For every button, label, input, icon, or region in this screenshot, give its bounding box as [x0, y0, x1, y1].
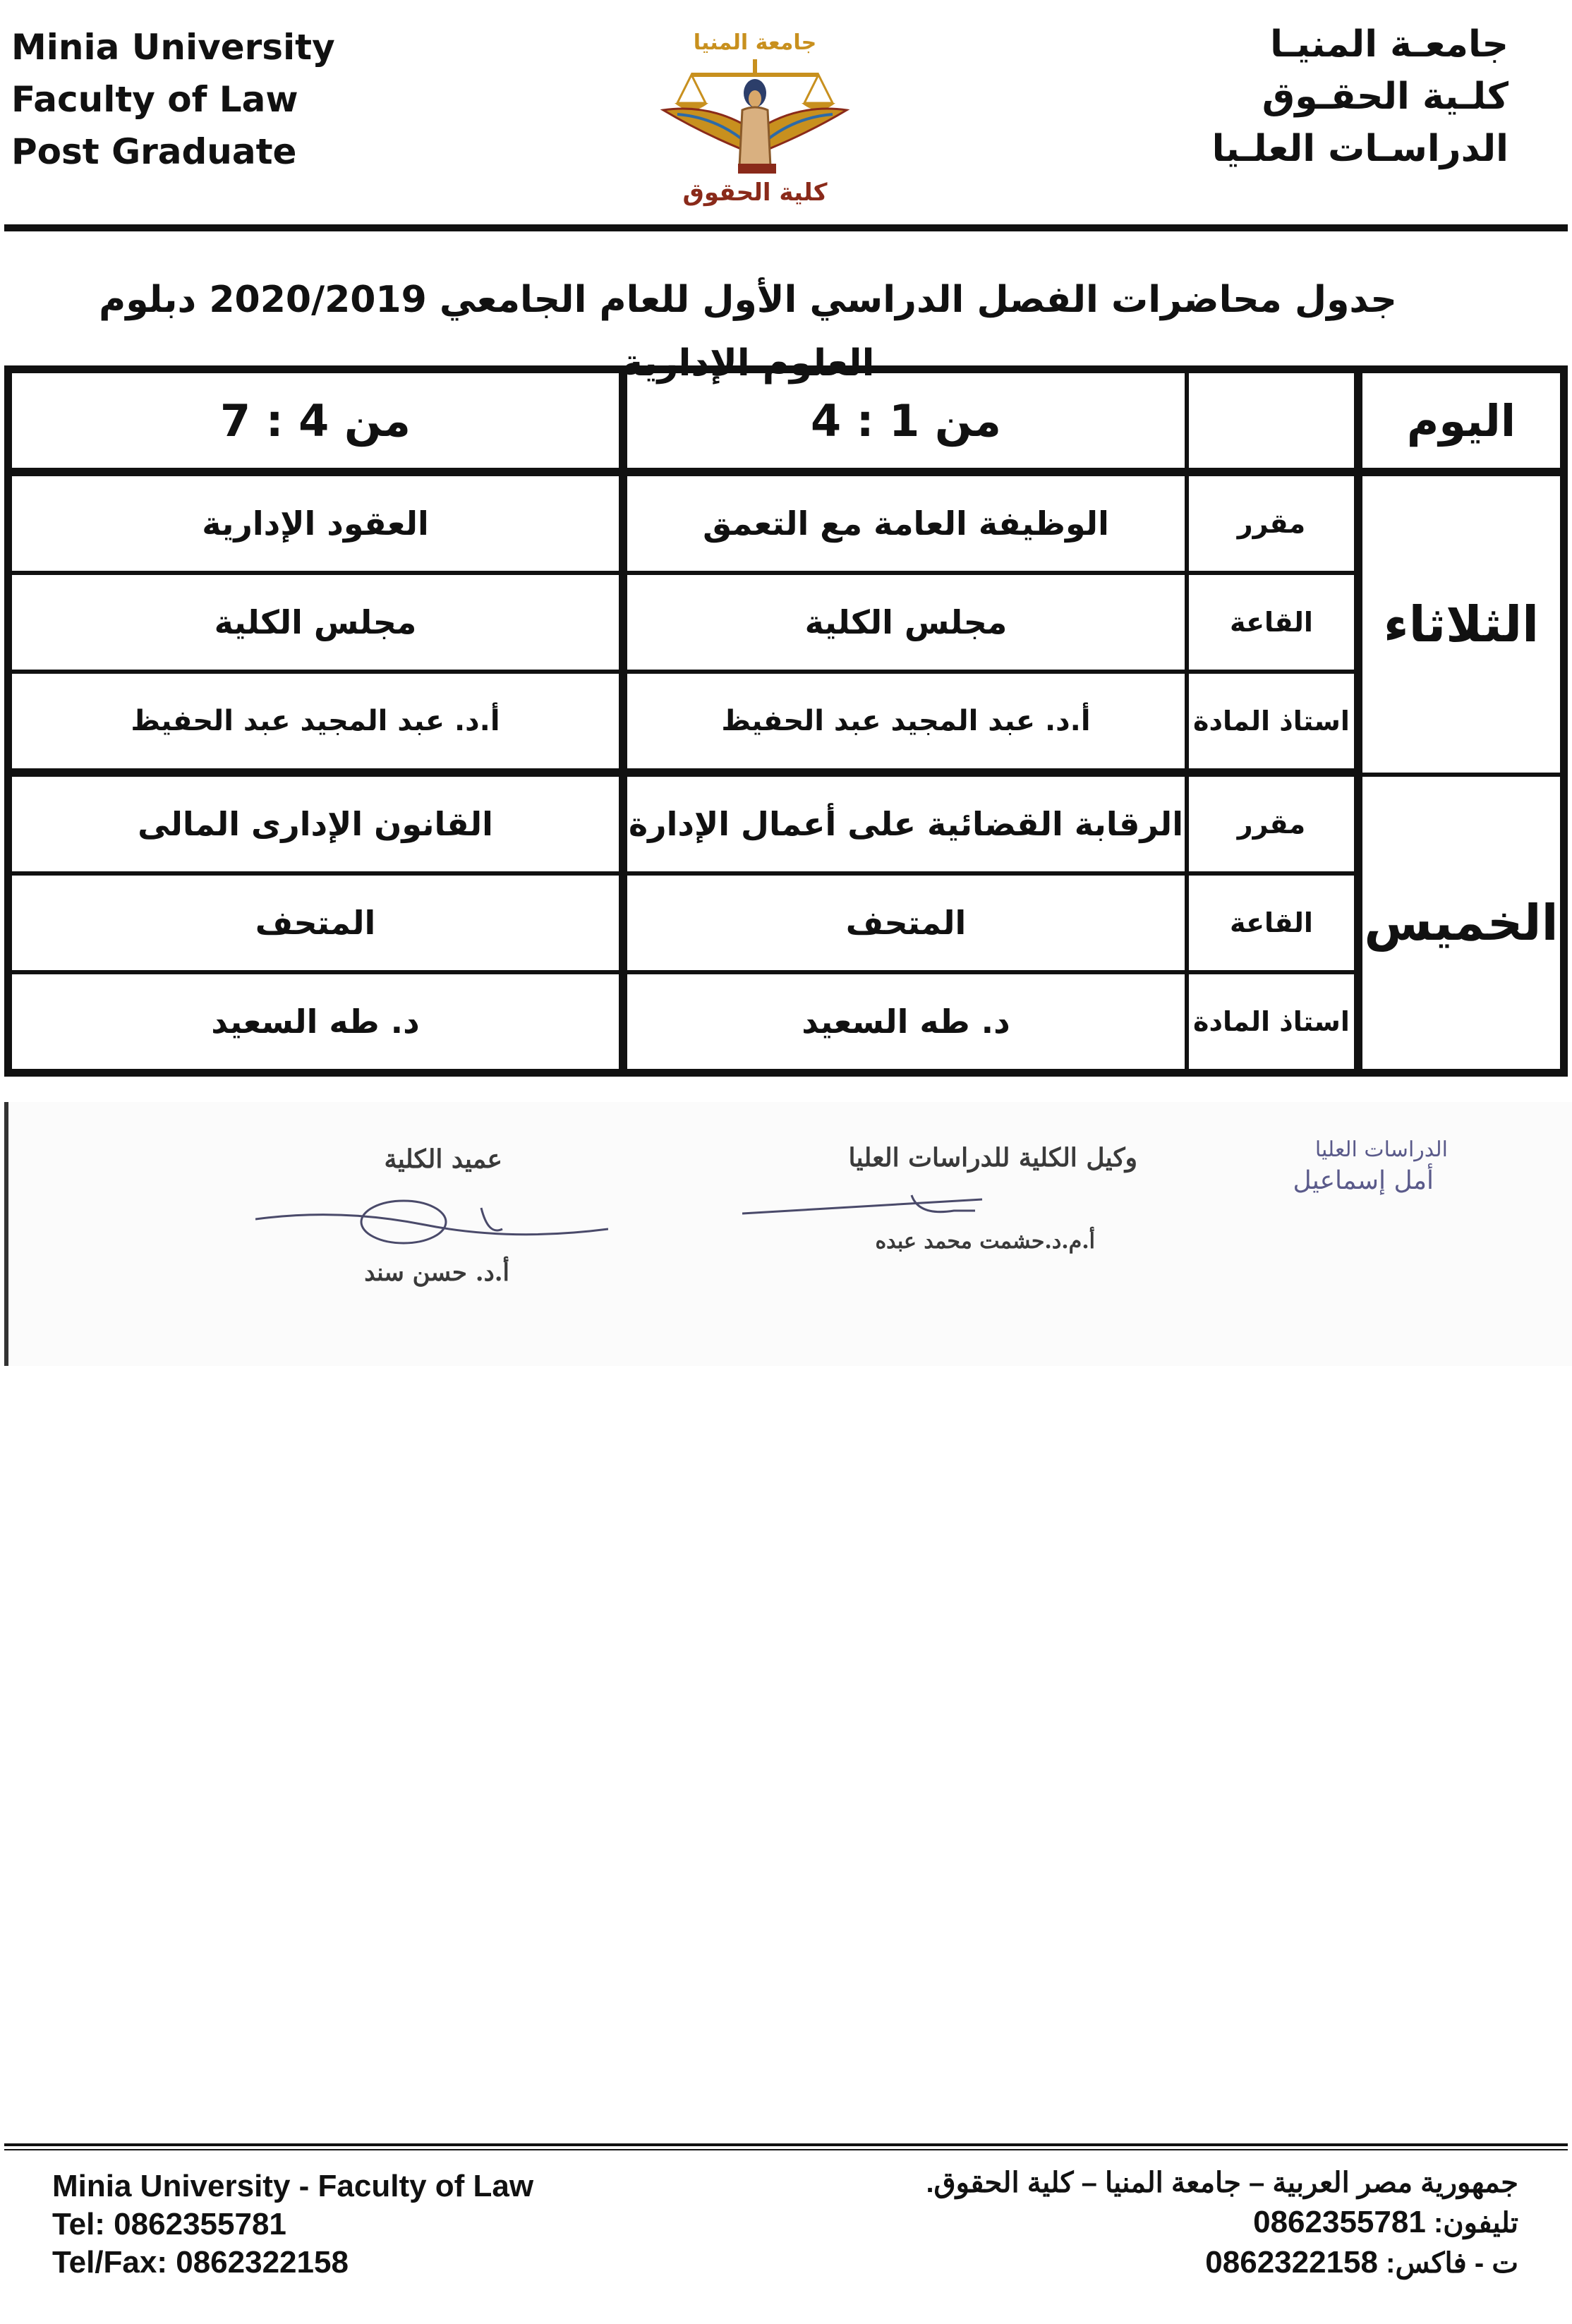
university-name-ar: جامعـة المنيـا [1270, 23, 1508, 66]
hall-cell: المتحف [621, 873, 1187, 972]
row-label-hall: القاعة [1187, 573, 1356, 672]
hall-cell: مجلس الكلية [621, 573, 1187, 672]
footer-tel-label: تليفون: [1433, 2208, 1518, 2239]
footer-arabic-block [883, 2163, 1518, 2283]
footer-tel-ar [883, 2203, 1518, 2243]
hall-cell: المتحف [10, 873, 621, 972]
faculty-logo [649, 25, 861, 209]
university-name-en: Minia University [11, 27, 335, 68]
table-row [10, 972, 1562, 1071]
header-english-block [11, 21, 378, 178]
footer-divider-top [4, 2143, 1568, 2146]
footer-institution-en: Minia University - Faculty of Law [52, 2169, 534, 2203]
department-name-en: Post Graduate [11, 131, 297, 172]
schedule-title: جدول محاضرات الفصل الدراسي الأول للعام الجامعي 2020/2019 دبلوم العلوم الإدارية [99, 279, 1397, 385]
day-name-cell: الثلاثاء [1356, 474, 1562, 775]
grad-office-title: الدراسات العليا [1314, 1137, 1448, 1162]
vice-dean-signature-block [742, 1143, 1137, 1254]
table-header-row [10, 371, 1562, 474]
vice-dean-name: أ.م.د.حشمت محمد عبده [875, 1229, 1095, 1254]
column-header-label [1187, 371, 1356, 474]
instructor-cell: أ.د. عبد المجيد عبد الحفيظ [10, 672, 621, 775]
row-label-instructor: استاذ المادة [1187, 672, 1356, 775]
footer-tel-number: 0862355781 [1253, 2205, 1426, 2239]
course-cell: الوظيفة العامة مع التعمق [621, 474, 1187, 573]
column-header-day: اليوم [1356, 371, 1562, 474]
course-cell: العقود الإدارية [10, 474, 621, 573]
footer-fax-en: Tel/Fax: 0862322158 [52, 2245, 349, 2280]
row-label-hall: القاعة [1187, 873, 1356, 972]
table-row [10, 873, 1562, 972]
footer-fax-number: 0862322158 [1205, 2245, 1378, 2280]
hall-cell: مجلس الكلية [10, 573, 621, 672]
signature-section [4, 1102, 1572, 1366]
footer-fax-ar [883, 2243, 1518, 2283]
footer-tel-en: Tel: 0862355781 [52, 2207, 286, 2241]
day-name-cell: الخميس [1356, 775, 1562, 1071]
row-label-instructor: استاذ المادة [1187, 972, 1356, 1071]
faculty-name-ar: كلـية الحقـوق [1262, 75, 1508, 118]
lecture-schedule-table [4, 365, 1568, 1077]
footer-address-ar: جمهورية مصر العربية – جامعة المنيا – كلية الحقوق. [926, 2167, 1518, 2198]
course-cell: القانون الإدارى المالى [10, 775, 621, 873]
table-row [10, 474, 1562, 573]
table-row [10, 573, 1562, 672]
logo-bottom-text: كلية الحقوق [682, 178, 828, 207]
instructor-cell: أ.د. عبد المجيد عبد الحفيظ [621, 672, 1187, 775]
column-header-period-2: من 4 : 7 [10, 371, 621, 474]
header-divider [4, 224, 1568, 231]
footer-divider-bottom [4, 2149, 1568, 2150]
vice-dean-title: وكيل الكلية للدراسات العليا [848, 1143, 1137, 1173]
course-cell: الرقابة القضائية على أعمال الإدارة [621, 775, 1187, 873]
dean-signature-block [241, 1144, 608, 1287]
table-row [10, 672, 1562, 775]
logo-top-text: جامعة المنيا [693, 30, 817, 55]
instructor-cell: د. طه السعيد [10, 972, 621, 1071]
vice-dean-signature-scribble [742, 1185, 1039, 1228]
row-label-course: مقرر [1187, 474, 1356, 573]
footer-fax-label: ت - فاكس: [1386, 2248, 1518, 2279]
department-name-ar: الدراسـات العلـيا [1211, 128, 1508, 170]
dean-signature-scribble [255, 1194, 608, 1257]
dean-name: أ.د. حسن سند [364, 1259, 509, 1287]
instructor-cell: د. طه السعيد [621, 972, 1187, 1071]
row-label-course: مقرر [1187, 775, 1356, 873]
table-row [10, 775, 1562, 873]
column-header-period-1: من 1 : 4 [621, 371, 1187, 474]
header-arabic-block [1113, 18, 1508, 175]
grad-office-name: أمل إسماعيل [1293, 1166, 1434, 1195]
faculty-name-en: Faculty of Law [11, 79, 298, 120]
dean-title: عميد الكلية [384, 1144, 502, 1174]
footer-english-block [52, 2167, 659, 2282]
grad-office-signature-block [1236, 1137, 1448, 1195]
